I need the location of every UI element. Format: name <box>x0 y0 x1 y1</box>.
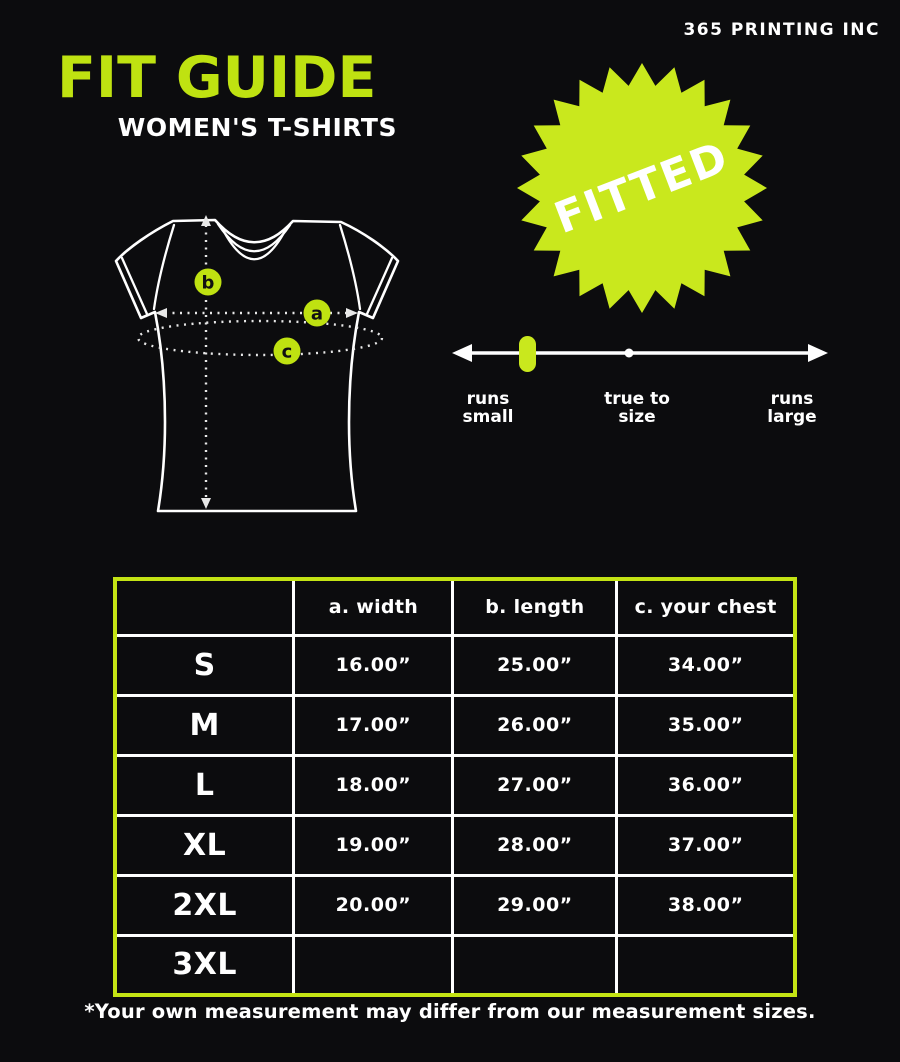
runs-small-line1: runs <box>466 389 510 409</box>
table-row <box>115 875 795 935</box>
true-to-size-line1: true to <box>604 389 670 409</box>
scale-arrow-right-icon <box>808 344 828 362</box>
header <box>57 45 397 142</box>
length-value: 28.00” <box>453 815 617 875</box>
chest-value: 36.00” <box>617 755 795 815</box>
brand-text: 365 PRINTING INC <box>683 20 880 40</box>
table-row <box>115 815 795 875</box>
footnote: *Your own measurement may differ from our measurement sizes. <box>84 1000 816 1023</box>
table-row <box>115 635 795 695</box>
scale-label-runs-small <box>443 390 533 427</box>
length-value: 25.00” <box>453 635 617 695</box>
width-value: 19.00” <box>294 815 453 875</box>
scale-label-true-to-size <box>587 390 687 427</box>
size-label: L <box>115 755 294 815</box>
size-label: XL <box>115 815 294 875</box>
page-title: FIT GUIDE <box>57 45 377 111</box>
width-value: 17.00” <box>294 695 453 755</box>
fitted-badge <box>512 58 772 318</box>
width-value: 20.00” <box>294 875 453 935</box>
chest-value: 35.00” <box>617 695 795 755</box>
col-header-size <box>115 579 294 635</box>
chest-value <box>617 935 795 995</box>
scale-label-runs-large <box>742 390 842 427</box>
table-row <box>115 935 795 995</box>
table-row <box>115 695 795 755</box>
true-to-size-dot-icon <box>625 349 634 358</box>
arrow-right-icon <box>346 308 358 318</box>
chest-dimension-ellipse <box>138 321 382 355</box>
width-value: 18.00” <box>294 755 453 815</box>
size-label: M <box>115 695 294 755</box>
col-header-chest: c. your chest <box>617 579 795 635</box>
runs-small-line2: small <box>462 407 514 428</box>
chest-value: 38.00” <box>617 875 795 935</box>
col-header-width: a. width <box>294 579 453 635</box>
col-header-length: b. length <box>453 579 617 635</box>
runs-large-line1: runs <box>770 389 814 409</box>
size-label: 2XL <box>115 875 294 935</box>
size-label: 3XL <box>115 935 294 995</box>
length-value: 29.00” <box>453 875 617 935</box>
badge-label: FITTED <box>548 132 736 244</box>
table-header-row <box>115 579 795 635</box>
runs-large-line2: large <box>767 407 817 428</box>
chest-value: 37.00” <box>617 815 795 875</box>
marker-c-label: c <box>281 341 293 363</box>
size-chart <box>113 577 797 993</box>
length-value <box>453 935 617 995</box>
width-value <box>294 935 453 995</box>
tshirt-diagram <box>108 198 408 523</box>
page-subtitle: WOMEN'S T-SHIRTS <box>117 113 397 142</box>
tshirt-outline-icon <box>116 220 398 511</box>
fit-scale <box>450 335 830 377</box>
length-value: 27.00” <box>453 755 617 815</box>
true-to-size-line2: size <box>618 407 656 428</box>
size-label: S <box>115 635 294 695</box>
length-value: 26.00” <box>453 695 617 755</box>
marker-b-label: b <box>201 272 215 294</box>
table-row <box>115 755 795 815</box>
scale-arrow-left-icon <box>452 344 472 362</box>
measure-markers <box>195 269 331 365</box>
arrow-down-icon <box>201 498 211 509</box>
chest-value: 34.00” <box>617 635 795 695</box>
marker-a-label: a <box>310 303 324 325</box>
fit-marker-pill-icon <box>519 336 536 372</box>
width-value: 16.00” <box>294 635 453 695</box>
